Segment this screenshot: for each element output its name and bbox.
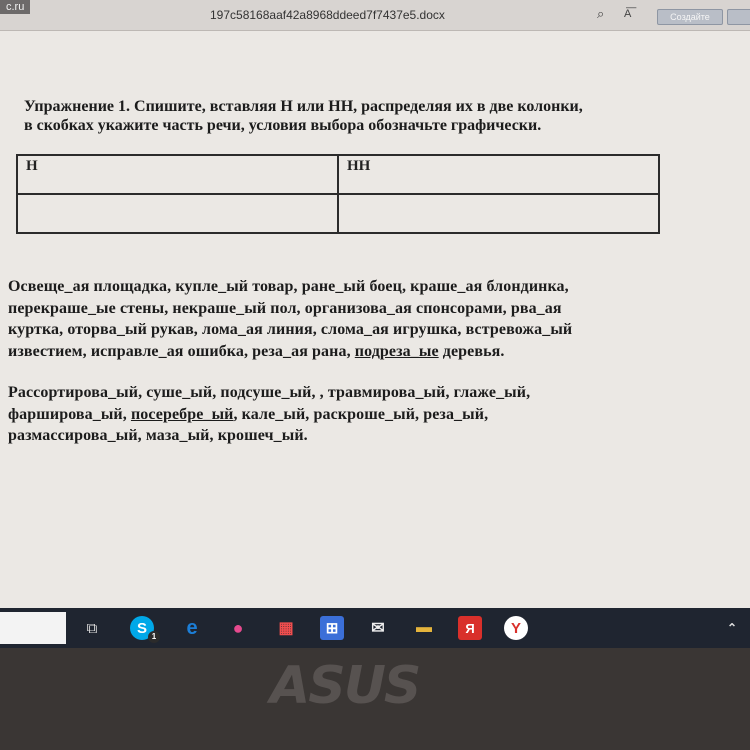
answer-cell-nn[interactable] bbox=[338, 194, 659, 233]
words-paragraph-1 bbox=[8, 276, 728, 362]
create-button[interactable]: Создайте bbox=[657, 9, 723, 25]
instruction-line-2: в скобках укажите часть речи, условия выбора обозначьте графически. bbox=[24, 117, 542, 134]
para2-line-2-end: , кале_ый, раскроше_ый, реза_ый, bbox=[233, 405, 489, 423]
underlined-word: посеребре_ый bbox=[130, 405, 234, 423]
document-title: 197c58168aaf42a8968ddeed7f7437e5.docx bbox=[210, 8, 445, 22]
answer-table bbox=[16, 154, 660, 234]
para2-line-1: Рассортирова_ый, суше_ый, подсуше_ый, , травмирова_ый, глаже_ый, bbox=[8, 384, 531, 401]
exercise-label: Упражнение 1. bbox=[24, 98, 131, 115]
translate-icon[interactable]: A͞ bbox=[624, 8, 632, 20]
exercise-instruction bbox=[24, 97, 724, 135]
para1-line-3: куртка, оторва_ый рукав, лома_ая линия, слома_ая игрушка, встревожа_ый bbox=[8, 321, 573, 338]
para2-line-3: размассирова_ый, маза_ый, крошеч_ый. bbox=[8, 427, 308, 444]
underlined-word: подреза_ые bbox=[354, 342, 439, 360]
para1-line-1: Освеще_ая площадка, купле_ый товар, ране_ый боец, краше_ая блондинка, bbox=[8, 278, 569, 295]
gift-icon[interactable]: ▦ bbox=[278, 620, 294, 637]
chevron-up-icon[interactable]: ⌃ bbox=[726, 621, 738, 635]
para1-line-4-end: деревья. bbox=[438, 342, 505, 360]
instruction-line-1: Спишите, вставляя Н или НН, распределяя их в две колонки, bbox=[134, 98, 583, 115]
para1-line-2: перекраше_ые стены, некраше_ый пол, организова_ая спонсорами, рва_ая bbox=[8, 299, 562, 317]
column-header-nn: НН bbox=[338, 155, 659, 194]
login-button[interactable] bbox=[727, 9, 750, 25]
para1-line-4-start: известием, исправле_ая ошибка, реза_ая рана, bbox=[8, 342, 355, 360]
para2-line-2-start: фарширова_ый, bbox=[8, 405, 131, 423]
yandex-browser-icon[interactable]: Y bbox=[504, 616, 528, 640]
site-tab[interactable]: c.ru bbox=[0, 0, 30, 14]
skype-badge: 1 bbox=[148, 631, 160, 643]
taskbar-search-box[interactable] bbox=[0, 612, 66, 644]
yandex-icon[interactable]: Я bbox=[458, 616, 482, 640]
task-view-icon[interactable]: ⧉ bbox=[86, 619, 98, 637]
words-paragraph-2 bbox=[8, 382, 728, 447]
taskbar bbox=[0, 608, 750, 648]
balloon-icon[interactable]: ● bbox=[232, 617, 244, 638]
asus-logo: ASUS bbox=[270, 656, 420, 716]
folder-icon[interactable]: ▬ bbox=[416, 619, 432, 636]
mail-icon[interactable]: ✉ bbox=[371, 620, 385, 637]
store-icon[interactable]: ⊞ bbox=[320, 616, 344, 640]
column-header-n: Н bbox=[17, 155, 338, 194]
edge-icon[interactable]: e bbox=[186, 616, 198, 639]
search-icon[interactable]: ⌕ bbox=[597, 6, 605, 21]
title-bar bbox=[0, 0, 750, 31]
answer-cell-n[interactable] bbox=[17, 194, 338, 233]
skype-icon[interactable]: S 1 bbox=[130, 616, 154, 640]
